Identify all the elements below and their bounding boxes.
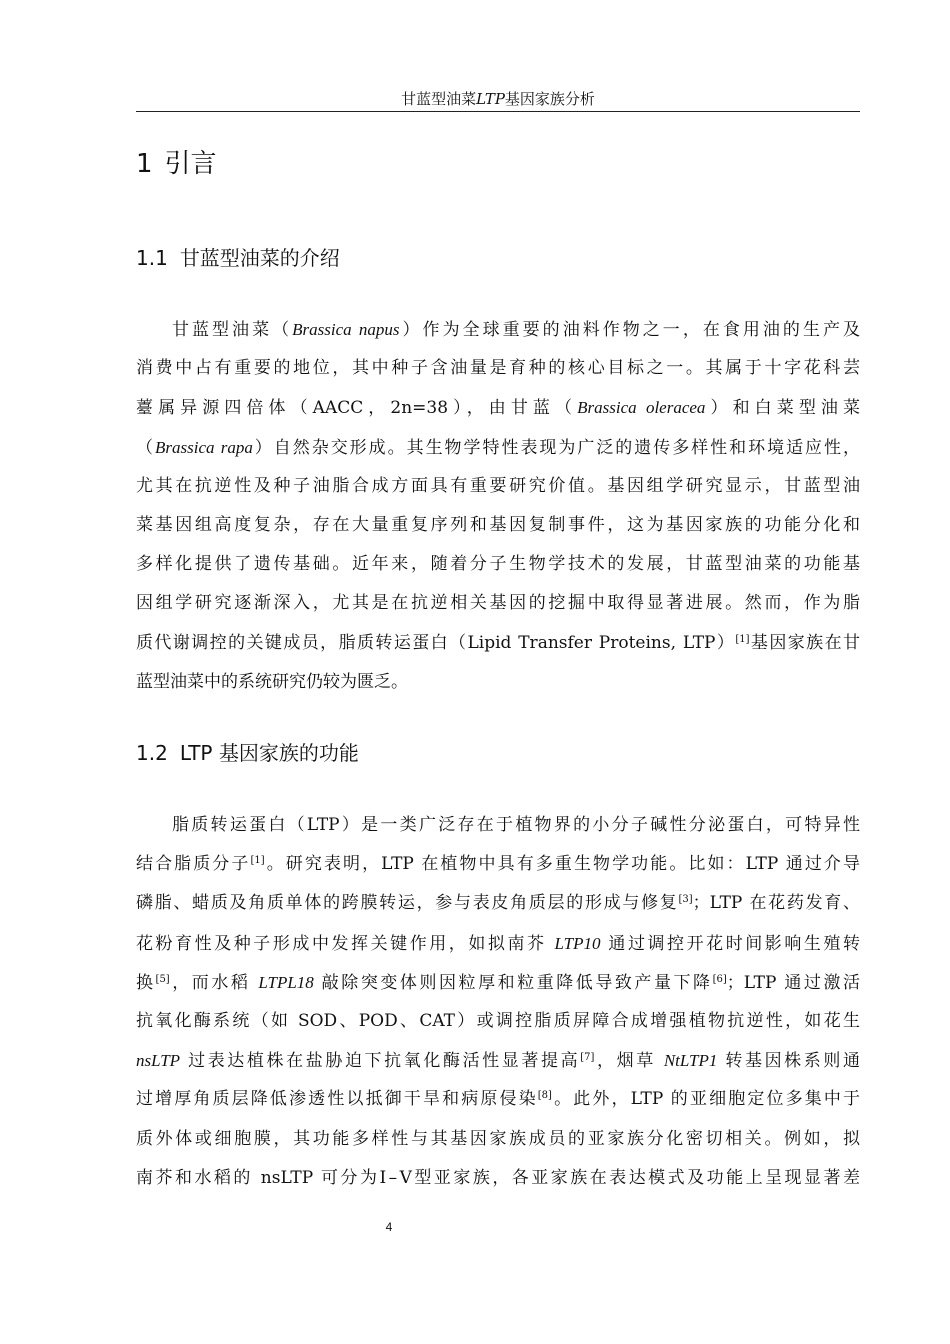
- paragraph-line: 脂质转运蛋白（LTP）是一类广泛存在于植物界的小分子碱性分泌蛋白，可特异性: [172, 815, 860, 835]
- paragraph-line: 菜基因组高度复杂，存在大量重复序列和基因复制事件，这为基因家族的功能分化和: [136, 514, 860, 535]
- paragraph-line: [136, 428, 860, 467]
- paragraph-line: [136, 884, 860, 923]
- text-run: ，烟草: [594, 1051, 664, 1072]
- section-1-1-number: 1.1: [136, 246, 168, 270]
- text-run: ）作为全球重要的油料作物之一，在食用油的生产及: [399, 320, 860, 340]
- header-rule: [136, 111, 860, 112]
- paragraph-line: [136, 845, 860, 884]
- species-name: Brassica rapa: [154, 437, 253, 457]
- gene-name: LTPL18: [258, 972, 314, 992]
- text-run: 通过调控开花时间影响生殖转: [600, 933, 861, 954]
- section-1-1-heading: [136, 243, 340, 273]
- paragraph-line: 因组学研究逐渐深入，尤其是在抗逆相关基因的挖掘中取得显著进展。然而，作为脂: [136, 593, 860, 614]
- text-run: 基因家族在甘: [749, 632, 861, 653]
- header-title-prefix: 甘蓝型油菜: [401, 90, 477, 108]
- section-1-2-paragraph: [136, 806, 860, 1198]
- section-1-2-heading: [136, 738, 359, 768]
- paragraph-line: 质外体或细胞膜，其功能多样性与其基因家族成员的亚家族分化密切相关。例如，拟: [136, 1128, 860, 1149]
- section-1-heading: [136, 146, 217, 182]
- section-1-title: 引言: [164, 149, 217, 179]
- paragraph-line: [136, 924, 860, 963]
- header-title-gene: LTP: [476, 90, 505, 108]
- text-run: 。研究表明，LTP 在植物中具有多重生物学功能。比如：LTP 通过介导: [264, 854, 861, 875]
- paragraph-line: [136, 388, 860, 427]
- citation-ref[interactable]: [7]: [580, 1052, 595, 1064]
- header-title-suffix: 基因家族分析: [504, 90, 595, 108]
- text-run: 过表达植株在盐胁迫下抗氧化酶活性显著提高: [180, 1051, 581, 1072]
- citation-ref[interactable]: [6]: [712, 973, 727, 985]
- text-run: 敲除突变体则因粒厚和粒重降低导致产量下降: [313, 972, 713, 993]
- text-run: ，而水稻: [169, 972, 259, 993]
- citation-ref[interactable]: [5]: [155, 973, 170, 985]
- text-run: 过增厚角质层降低渗透性以抵御干旱和病原侵染: [136, 1089, 538, 1110]
- section-1-1-paragraph: [136, 310, 860, 702]
- page-number: 4: [385, 1220, 393, 1234]
- text-run: 甘蓝型油菜（: [172, 320, 293, 340]
- text-run: 结合脂质分子: [136, 854, 251, 875]
- text-run: 质代谢调控的关键成员，脂质转运蛋白（Lipid Transfer Proteins, LTP）: [136, 632, 736, 653]
- species-name: Brassica oleracea: [577, 398, 706, 418]
- text-run: 换: [136, 972, 156, 993]
- gene-name: NtLTP1: [663, 1051, 718, 1071]
- text-run: 磷脂、蜡质及角质单体的跨膜转运，参与表皮角质层的形成与修复: [136, 893, 679, 914]
- citation-ref[interactable]: [1]: [735, 633, 750, 645]
- paragraph-line: 抗氧化酶系统（如 SOD、POD、CAT）或调控脂质屏障合成增强植物抗逆性，如花生: [136, 1010, 860, 1031]
- gene-name: LTP10: [554, 933, 601, 953]
- paragraph-line: 蓝型油菜中的系统研究仍较为匮乏。: [136, 671, 408, 692]
- paragraph-line: 尤其在抗逆性及种子油脂合成方面具有重要研究价值。基因组学研究显示，甘蓝型油: [136, 475, 860, 496]
- section-1-1-title: 甘蓝型油菜的介绍: [179, 246, 340, 270]
- citation-ref[interactable]: [3]: [678, 894, 693, 906]
- running-header: [136, 88, 860, 110]
- text-run: 花粉育性及种子形成中发挥关键作用，如拟南芥: [136, 933, 555, 954]
- text-run: 转基因株系则通: [717, 1051, 860, 1072]
- paragraph-line: [136, 624, 860, 663]
- paragraph-line: 多样化提供了遗传基础。近年来，随着分子生物学技术的发展，甘蓝型油菜的功能基: [136, 554, 860, 575]
- paragraph-line: 南芥和水稻的 nsLTP 可分为Ⅰ–Ⅴ型亚家族，各亚家族在表达模式及功能上呈现显著差: [136, 1167, 860, 1188]
- paragraph-line: [136, 1041, 860, 1080]
- section-1-number: 1: [136, 149, 153, 179]
- section-1-2-number: 1.2: [136, 741, 168, 765]
- text-run: 。此外，LTP 的亚细胞定位多集中于: [551, 1089, 860, 1110]
- gene-name: nsLTP: [136, 1051, 181, 1071]
- paragraph-line: 消费中占有重要的地位，其中种子含油量是育种的核心目标之一。其属于十字花科芸: [136, 358, 860, 379]
- species-name: Brassica napus: [292, 320, 400, 339]
- text-run: ；LTP 在花药发育、: [692, 893, 860, 914]
- text-run: ；LTP 通过激活: [726, 972, 860, 993]
- text-run: ）和白菜型油菜: [705, 398, 860, 419]
- paragraph-line: [136, 963, 860, 1002]
- text-run: 薹属异源四倍体（AACC，2n=38），由甘蓝（: [136, 398, 578, 419]
- citation-ref[interactable]: [8]: [537, 1090, 552, 1102]
- paragraph-line: [136, 310, 860, 349]
- section-1-2-title: LTP 基因家族的功能: [179, 741, 359, 765]
- text-run: ）自然杂交形成。其生物学特性表现为广泛的遗传多样性和环境适应性，: [252, 437, 861, 458]
- paragraph-line: [136, 1080, 860, 1119]
- citation-ref[interactable]: [1]: [250, 855, 265, 867]
- text-run: （: [136, 437, 155, 458]
